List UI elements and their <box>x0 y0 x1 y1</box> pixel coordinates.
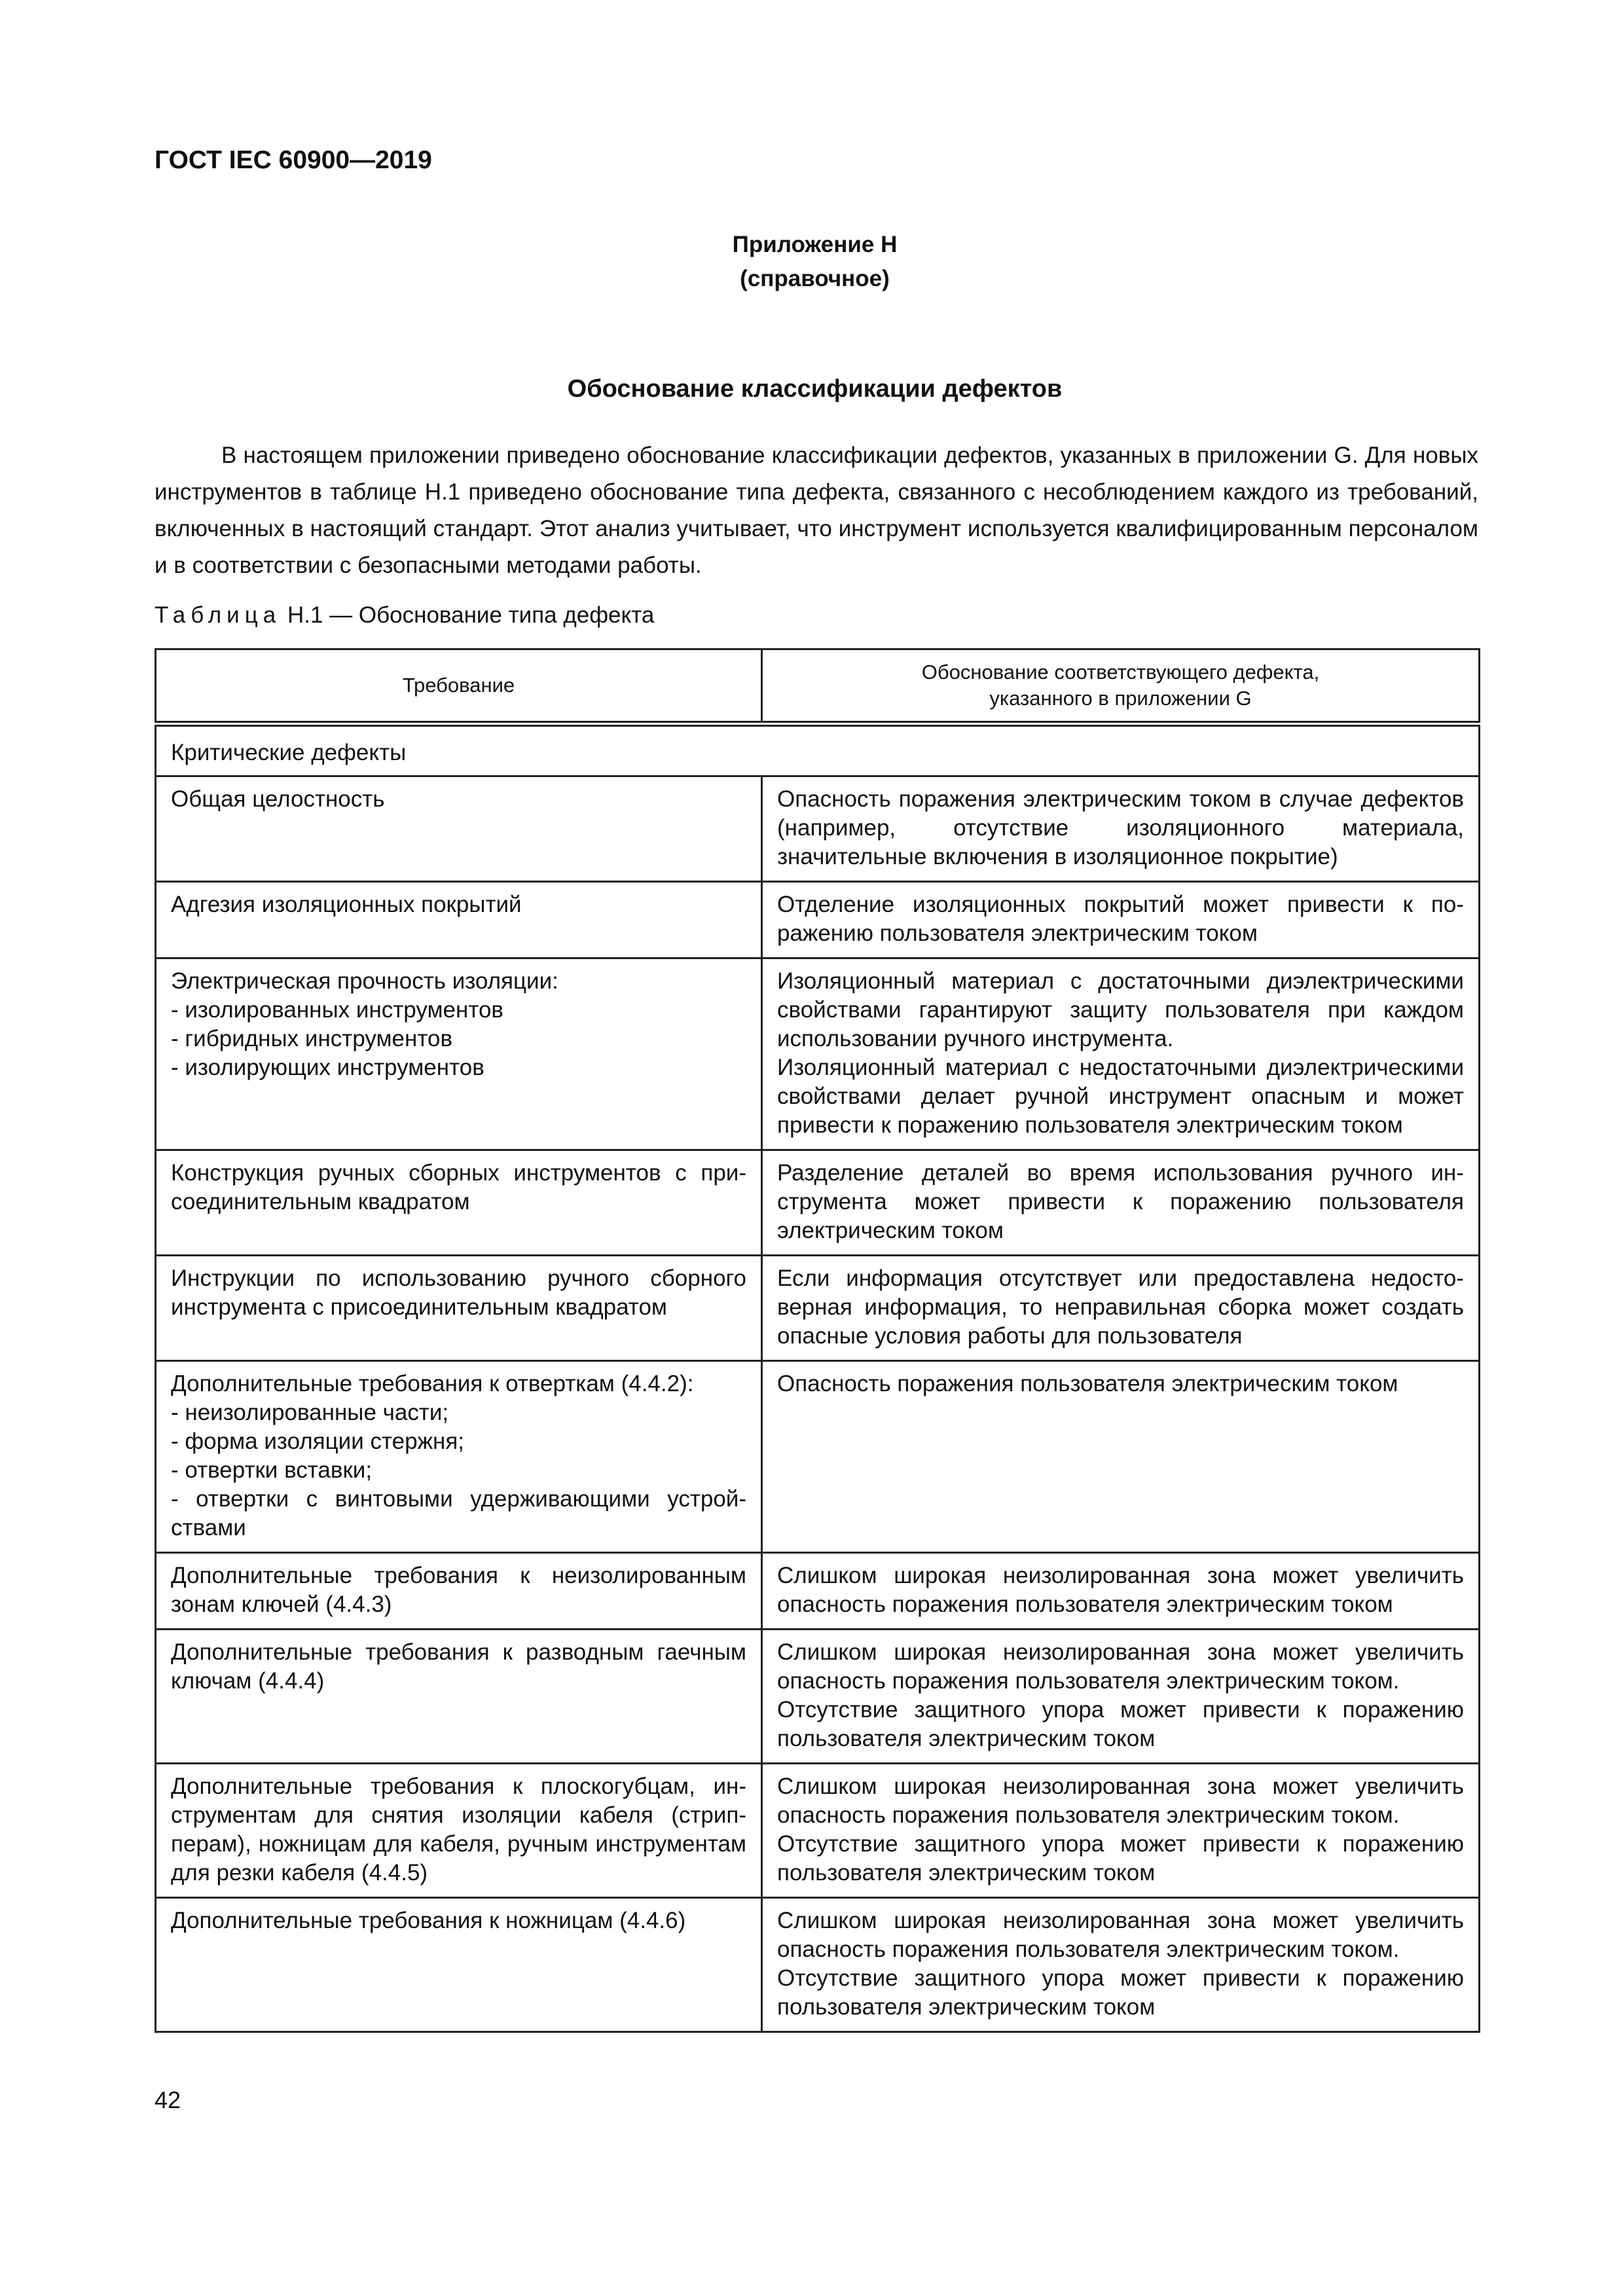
page-number: 42 <box>155 2086 181 2113</box>
table-row <box>156 1150 1480 1256</box>
requirement-cell <box>156 1256 762 1361</box>
header-justification <box>762 649 1480 724</box>
justification-line: Изоляционный материал с недостаточными диэлектрическими свойствами делает ручной инструмент опасным и может привести к поражению пользователя электрическим током <box>777 1055 1464 1138</box>
requirement-line: Дополнительные требования к отверткам (4.4.2): <box>171 1371 694 1396</box>
justification-cell <box>762 1150 1480 1256</box>
table-header-row <box>156 649 1480 724</box>
appendix-title: Приложение Н <box>732 232 898 257</box>
table-caption <box>155 597 654 634</box>
requirement-line: Адгезия изоляционных покрытий <box>171 892 522 917</box>
intro-paragraph: В настоящем приложении приведено обоснование классификации дефектов, указанных в приложении G. Для новых инструментов в таблице Н.1 приведено обоснование типа дефекта, связанного с несоблюдением каждого из требований, включенных в настоящий стандарт. Этот анализ учитывает, что инструмент используется квалифицированным персоналом и в соответствии с безопасными методами работы. <box>155 443 1478 578</box>
justification-cell <box>762 1764 1480 1898</box>
requirement-line: Инструкции по использованию ручного сборного инструмента с присоединительным квадратом <box>171 1266 746 1320</box>
justification-cell <box>762 1256 1480 1361</box>
requirement-line: Дополнительные требования к разводным гаечным ключам (4.4.4) <box>171 1639 746 1694</box>
table-row <box>156 1361 1480 1553</box>
table-row <box>156 1553 1480 1630</box>
justification-line: Разделение деталей во время использования ручного инструмента может привести к поражению пользователя электрическим током <box>777 1160 1464 1243</box>
category-row <box>156 724 1480 776</box>
table-row <box>156 1764 1480 1898</box>
requirement-cell <box>156 1764 762 1898</box>
section-title: Обоснование классификации дефектов <box>567 375 1063 403</box>
justification-line: Опасность поражения электрическим током в случае дефектов (например, отсутствие изоляционного материала, значительные включения в изоляционное покрытие) <box>777 786 1464 869</box>
category-cell: Критические дефекты <box>156 724 1480 776</box>
requirement-line: - форма изоляции стержня; <box>171 1429 464 1454</box>
requirement-line: Электрическая прочность изоляции: <box>171 968 558 994</box>
justification-cell <box>762 1898 1480 2032</box>
appendix-heading <box>0 228 1623 296</box>
requirement-line: Дополнительные требования к ножницам (4.4.6) <box>171 1908 686 1933</box>
justification-line: Изоляционный материал с достаточными диэлектрическими свойствами гарантируют защиту пользователя при каждом использовании ручного инструмента. <box>777 968 1464 1051</box>
table-row <box>156 882 1480 958</box>
header-requirement: Требование <box>156 649 762 724</box>
justification-cell <box>762 776 1480 882</box>
header-justification-line: Обоснование соответствующего дефекта, <box>921 661 1320 683</box>
justification-line: Отсутствие защитного упора может привести к поражению пользователя электрическим током <box>777 1697 1464 1751</box>
table-row <box>156 1898 1480 2032</box>
justification-line: Отсутствие защитного упора может привести к поражению пользователя электрическим током <box>777 1831 1464 1886</box>
requirement-line: Дополнительные требования к неизолированным зонам ключей (4.4.3) <box>171 1563 746 1617</box>
requirement-cell <box>156 776 762 882</box>
appendix-type: (справочное) <box>740 266 890 291</box>
requirement-line: Конструкция ручных сборных инструментов с присоединительным квадратом <box>171 1160 746 1214</box>
requirement-line: - изолированных инструментов <box>171 997 504 1023</box>
table-row <box>156 1256 1480 1361</box>
requirement-line: - изолирующих инструментов <box>171 1055 484 1080</box>
requirement-cell <box>156 1630 762 1764</box>
justification-line: Слишком широкая неизолированная зона может увеличить опасность поражения пользователя электрическим током <box>777 1563 1464 1617</box>
requirement-cell <box>156 1898 762 2032</box>
table-caption-label: Таблица <box>155 602 282 628</box>
justification-line: Если информация отсутствует или предоставлена недостоверная информация, то неправильная сборка может создать опасные условия работы для пользователя <box>777 1266 1464 1349</box>
table-row <box>156 776 1480 882</box>
requirement-line: - неизолированные части; <box>171 1400 449 1425</box>
requirement-cell <box>156 1361 762 1553</box>
table-caption-text: Н.1 — Обоснование типа дефекта <box>287 602 655 628</box>
requirement-cell <box>156 882 762 958</box>
justification-cell <box>762 882 1480 958</box>
defect-justification-table <box>155 648 1480 2033</box>
justification-line: Слишком широкая неизолированная зона может увеличить опасность поражения пользователя электрическим током. <box>777 1908 1464 1962</box>
justification-line: Слишком широкая неизолированная зона может увеличить опасность поражения пользователя электрическим током. <box>777 1774 1464 1828</box>
justification-line: Слишком широкая неизолированная зона может увеличить опасность поражения пользователя электрическим током. <box>777 1639 1464 1694</box>
requirement-cell <box>156 1553 762 1630</box>
justification-cell <box>762 1630 1480 1764</box>
requirement-line: Дополнительные требования к плоскогубцам, инструментам для снятия изоляции кабеля (стрипперам), ножницам для кабеля, ручным инструментам для резки кабеля (4.4.5) <box>171 1774 746 1886</box>
justification-cell <box>762 1361 1480 1553</box>
requirement-line: - отвертки с винтовыми удерживающими устройствами <box>171 1486 746 1540</box>
requirement-cell <box>156 1150 762 1256</box>
requirement-line: - гибридных инструментов <box>171 1026 453 1051</box>
justification-cell <box>762 1553 1480 1630</box>
requirement-line: Общая целостность <box>171 786 385 812</box>
table-row <box>156 1630 1480 1764</box>
justification-line: Отделение изоляционных покрытий может привести к поражению пользователя электрическим током <box>777 892 1464 946</box>
requirement-line: - отвертки вставки; <box>171 1457 373 1483</box>
justification-cell <box>762 958 1480 1150</box>
justification-line: Опасность поражения пользователя электрическим током <box>777 1371 1398 1396</box>
header-justification-line: указанного в приложении G <box>989 687 1252 710</box>
justification-line: Отсутствие защитного упора может привести к поражению пользователя электрическим током <box>777 1965 1464 2020</box>
requirement-cell <box>156 958 762 1150</box>
document-header: ГОСТ IEC 60900—2019 <box>155 146 432 174</box>
table-row <box>156 958 1480 1150</box>
